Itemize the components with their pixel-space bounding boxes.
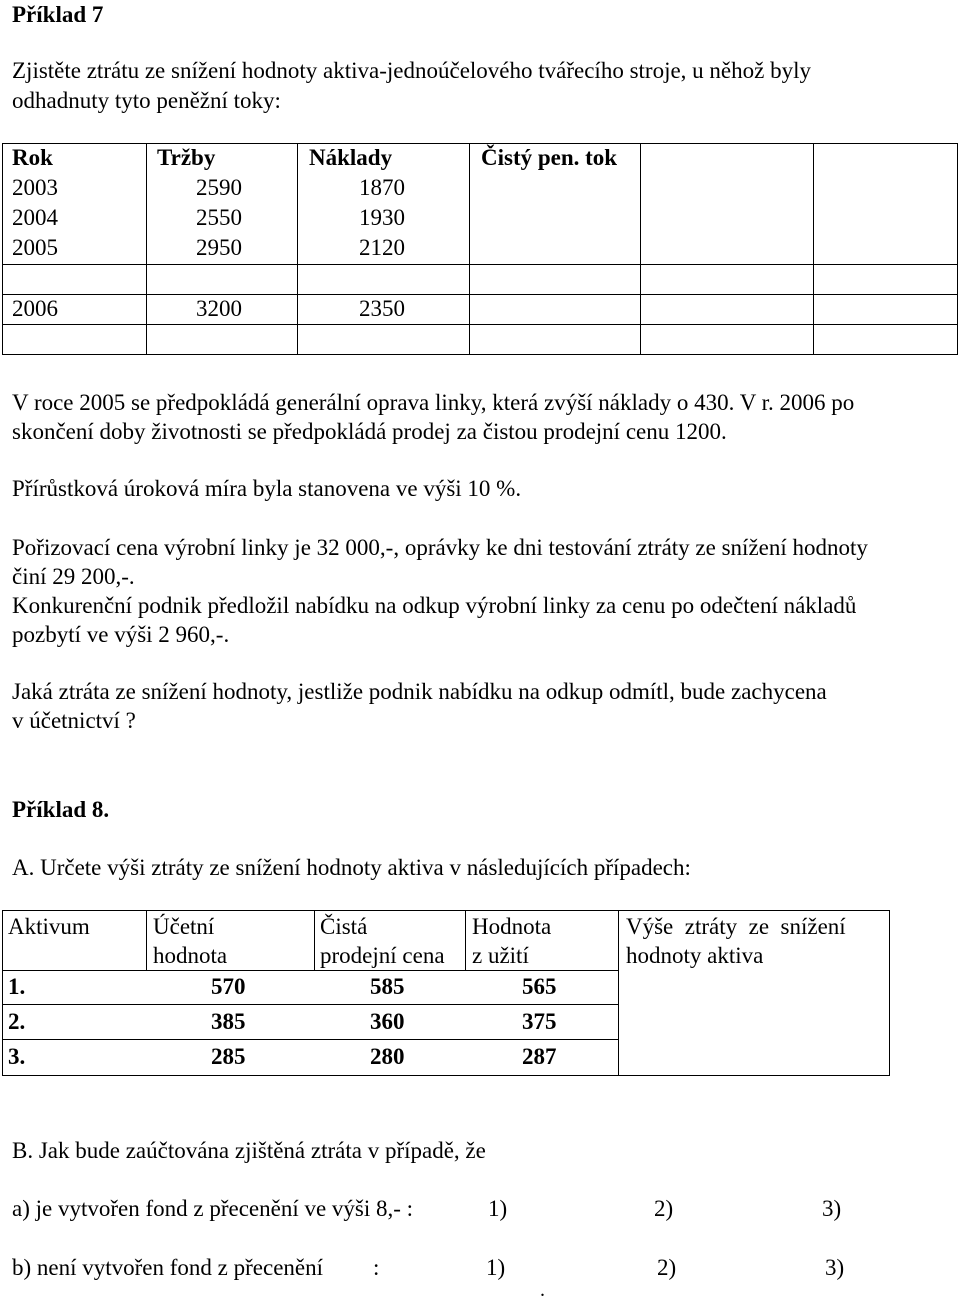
cell-costs: 2350 (359, 296, 405, 321)
cell-asset: 2. (8, 1009, 26, 1034)
table-rule (465, 910, 466, 971)
paragraph-overhaul-1: V roce 2005 se předpokládá generální oprava linky, která zvýší náklady o 430. V r. 2006 po (12, 390, 855, 415)
header-impairment-loss: Výše ztráty ze snížení (626, 914, 846, 939)
cell-book-value: 570 (211, 974, 246, 999)
cell-revenue: 2550 (196, 205, 242, 230)
table-rule (314, 910, 315, 971)
header-net-cash-flow: Čistý pen. tok (481, 145, 618, 170)
line-a-option-3: 3) (822, 1196, 842, 1221)
cell-book-value: 285 (211, 1044, 246, 1069)
cell-year: 2003 (12, 175, 58, 200)
paragraph-offer-1: Konkurenční podnik předložil nabídku na odkup výrobní linky za cenu po odečtení nákladů (12, 593, 857, 618)
cell-year: 2005 (12, 235, 58, 260)
cell-costs: 2120 (359, 235, 405, 260)
table-rule (2, 1075, 890, 1076)
header-value-in-use-2: z užití (472, 943, 529, 968)
example-8-title: Příklad 8. (12, 797, 110, 822)
line-b-option-1: 1) (486, 1255, 506, 1280)
line-b-text: b) není vytvořen fond z přecenění (12, 1255, 324, 1280)
table-rule (889, 910, 890, 1076)
table-rule (640, 143, 641, 355)
cell-net-selling-price: 360 (370, 1009, 405, 1034)
cell-value-in-use: 287 (522, 1044, 557, 1069)
cell-value-in-use: 375 (522, 1009, 557, 1034)
line-b-option-3: 3) (825, 1255, 845, 1280)
cell-value-in-use: 565 (522, 974, 557, 999)
paragraph-cost-1: Pořizovací cena výrobní linky je 32 000,-, oprávky ke dni testování ztráty ze snížení hodnoty (12, 535, 868, 560)
line-a-option-2: 2) (654, 1196, 674, 1221)
cell-asset: 3. (8, 1044, 26, 1069)
cell-year: 2006 (12, 296, 58, 321)
header-net-selling-price: Čistá (320, 914, 368, 939)
intro-line-2: odhadnuty tyto peněžní toky: (12, 88, 281, 113)
header-book-value: Účetní (153, 914, 215, 939)
cell-asset: 1. (8, 974, 26, 999)
cell-costs: 1930 (359, 205, 405, 230)
header-year: Rok (12, 145, 53, 170)
paragraph-interest-rate: Přírůstková úroková míra byla stanovena ve výši 10 %. (12, 476, 522, 501)
cell-revenue: 2590 (196, 175, 242, 200)
table-rule (2, 910, 3, 1076)
intro-line-1: Zjistěte ztrátu ze snížení hodnoty aktiva-jednoúčelového tvářecího stroje, u něhož byly (12, 58, 811, 83)
question-line-2: v účetnictví ? (12, 708, 136, 733)
part-a-instruction: A. Určete výši ztráty ze snížení hodnoty aktiva v následujících případech: (12, 855, 691, 880)
part-b-instruction: B. Jak bude zaúčtována zjištěná ztráta v případě, že (12, 1138, 486, 1163)
table-rule (2, 1004, 618, 1005)
table-rule (618, 910, 619, 1076)
cell-net-selling-price: 280 (370, 1044, 405, 1069)
line-a-text: a) je vytvořen fond z přecenění ve výši 8,- : (12, 1196, 414, 1221)
line-b-colon: : (373, 1255, 380, 1280)
header-book-value-2: hodnota (153, 943, 228, 968)
table-rule (2, 143, 3, 355)
table-rule (2, 910, 890, 911)
example-7-title: Příklad 7 (12, 2, 104, 27)
cell-revenue: 2950 (196, 235, 242, 260)
cell-book-value: 385 (211, 1009, 246, 1034)
header-revenue: Tržby (157, 145, 216, 170)
header-value-in-use: Hodnota (472, 914, 552, 939)
table-rule (469, 143, 470, 355)
question-line-1: Jaká ztráta ze snížení hodnoty, jestliže podnik nabídku na odkup odmítl, bude zachycena (12, 679, 827, 704)
header-impairment-loss-2: hodnoty aktiva (626, 943, 764, 968)
table-rule (146, 143, 147, 355)
cell-net-selling-price: 585 (370, 974, 405, 999)
table-rule (297, 143, 298, 355)
cell-costs: 1870 (359, 175, 405, 200)
table-rule (2, 1039, 618, 1040)
paragraph-overhaul-2: skončení doby životnosti se předpokládá prodej za čistou prodejní cenu 1200. (12, 419, 727, 444)
cell-revenue: 3200 (196, 296, 242, 321)
header-asset: Aktivum (8, 914, 90, 939)
line-b-option-2: 2) (657, 1255, 677, 1280)
cell-year: 2004 (12, 205, 58, 230)
table-rule (957, 143, 958, 355)
paragraph-offer-2: pozbytí ve výši 2 960,-. (12, 622, 230, 647)
trailing-dot: . (540, 1279, 545, 1301)
header-net-selling-price-2: prodejní cena (320, 943, 445, 968)
table-rule (813, 143, 814, 355)
paragraph-cost-2: činí 29 200,-. (12, 564, 135, 589)
table-rule (146, 910, 147, 971)
line-a-option-1: 1) (488, 1196, 508, 1221)
header-costs: Náklady (309, 145, 393, 170)
